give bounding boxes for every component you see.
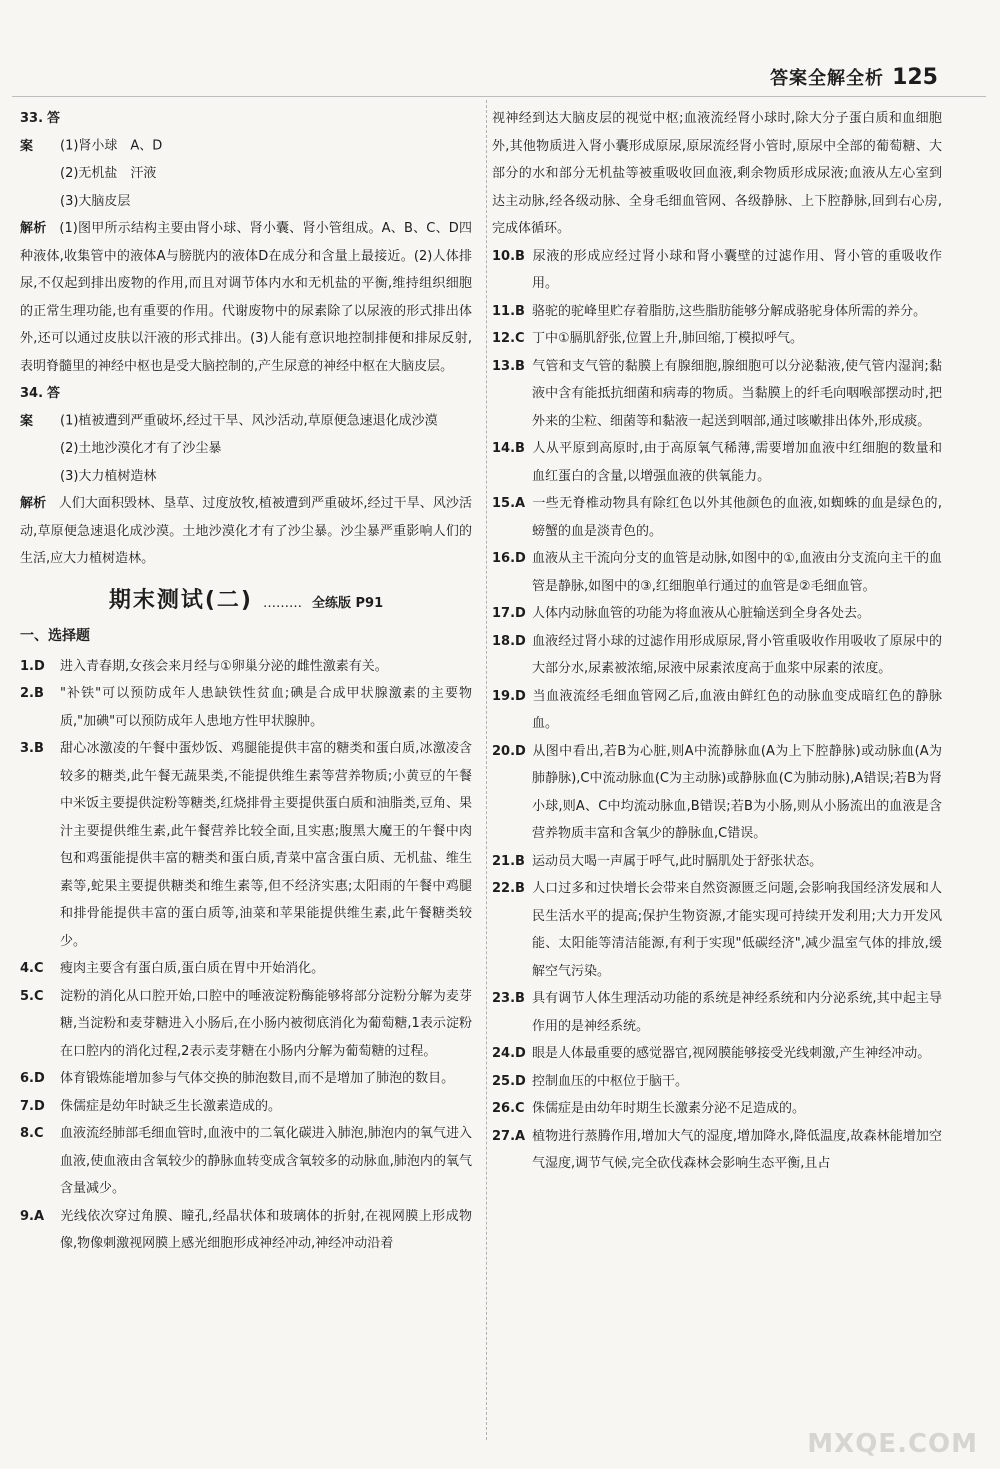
analysis-33-text: (1)图甲所示结构主要由肾小球、肾小囊、肾小管组成。A、B、C、D四种液体,收集管中的液体A与膀胱内的液体D在成分和含量上最接近。(2)人体排尿,不仅起到排出废物的作用,而且对调节体内水和无机盐的平衡,维持组织细胞的正常生理功能,也有重要的作用。代谢废物中的尿素除了以尿液的形式排出体外,还可以通过皮肤以汗液的形式排出。(3)人能有意识地控制排便和排尿反射,表明脊髓里的神经中枢也是受大脑控制的,产生尿意的神经中枢在大脑皮层。 (20, 221, 472, 374)
answer-text: 眼是人体最重要的感觉器官,视网膜能够接受光线刺激,产生神经冲动。 (532, 1046, 931, 1061)
answer-item (492, 1040, 942, 1068)
answer-text: 气管和支气管的黏膜上有腺细胞,腺细胞可以分泌黏液,使气管内湿润;黏液中含有能抵抗细菌和病毒的物质。当黏膜上的纤毛向咽喉部摆动时,把外来的尘粒、细菌等和黏液一起送到咽部,通过咳嗽排出体外,形成痰。 (532, 358, 942, 429)
column-divider (486, 100, 487, 1440)
answer-item (492, 985, 942, 1040)
right-column (492, 105, 942, 1178)
answer-item (492, 1068, 942, 1096)
answer-item (492, 600, 942, 628)
page-header (770, 64, 938, 90)
analysis-34 (20, 490, 472, 573)
answer-34 (20, 380, 472, 573)
answer-number: 8.C (20, 1126, 44, 1141)
answer-text: 瘦肉主要含有蛋白质,蛋白质在胃中开始消化。 (60, 961, 325, 976)
answer-item (492, 875, 942, 985)
answer-item (492, 325, 942, 353)
answer-number: 11.B (492, 303, 525, 319)
answer-text: 血液经过肾小球的过滤作用形成原尿,肾小管重吸收作用吸收了原尿中的大部分水,尿素被浓缩,尿液中尿素浓度高于血浆中尿素的浓度。 (532, 633, 942, 676)
answer-33-label: 33.答案 (20, 111, 60, 154)
header-rule (12, 96, 986, 97)
answer-number: 5.C (20, 988, 44, 1004)
answer-text: "补铁"可以预防成年人患缺铁性贫血;碘是合成甲状腺激素的主要物质,"加碘"可以预防成年人患地方性甲状腺肿。 (60, 686, 472, 729)
answer-text: 人从平原到高原时,由于高原氧气稀薄,需要增加血液中红细胞的数量和血红蛋白的含量,以增强血液的供氧能力。 (532, 441, 942, 484)
answer-item (20, 1203, 472, 1258)
answer-number: 1.D (20, 658, 45, 674)
answer-text: 淀粉的消化从口腔开始,口腔中的唾液淀粉酶能够将部分淀粉分解为麦芽糖,当淀粉和麦芽糖进入小肠后,在小肠内被彻底消化为葡萄糖,1表示淀粉在口腔内的消化过程,2表示麦芽糖在小肠内分解为葡萄糖的过程。 (60, 988, 472, 1059)
answer-text: 血液流经肺部毛细血管时,血液中的二氧化碳进入肺泡,肺泡内的氧气进入血液,使血液由含氧较少的静脉血转变成含氧较多的动脉血,肺泡内的氧气含量减少。 (60, 1126, 472, 1196)
answer-number: 13.B (492, 358, 525, 374)
answer-item (492, 545, 942, 600)
answer-text: 尿液的形成应经过肾小球和肾小囊壁的过滤作用、肾小管的重吸收作用。 (532, 248, 942, 291)
analysis-34-text: 人们大面积毁林、垦草、过度放牧,植被遭到严重破坏,经过干旱、风沙活动,草原便急速退化成沙漠。土地沙漠化才有了沙尘暴。沙尘暴严重影响人们的生活,应大力植树造林。 (20, 496, 472, 566)
answer-text: 植物进行蒸腾作用,增加大气的湿度,增加降水,降低温度,故森林能增加空气湿度,调节气候,完全砍伐森林会影响生态平衡,且占 (532, 1128, 942, 1171)
answer-number: 26.C (492, 1101, 525, 1116)
answer-text: 人口过多和过快增长会带来自然资源匮乏问题,会影响我国经济发展和人民生活水平的提高;保护生物资源,才能实现可持续开发利用;大力开发风能、太阳能等清洁能源,有利于实现"低碳经济",减少温室气体的排放,缓解空气污染。 (532, 881, 942, 979)
answer-item (492, 243, 942, 298)
answer-number: 23.B (492, 991, 525, 1006)
analysis-34-label: 解析 (20, 496, 47, 511)
answer-number: 9.A (20, 1208, 45, 1224)
answer-34-line: (2)土地沙漠化才有了沙尘暴 (60, 441, 222, 456)
answer-item (20, 680, 472, 735)
answer-text: 骆驼的驼峰里贮存着脂肪,这些脂肪能够分解成骆驼身体所需的养分。 (532, 303, 927, 319)
answer-text: 血液从主干流向分支的血管是动脉,如图中的①,血液由分支流向主干的血管是静脉,如图中的③,红细胞单行通过的血管是②毛细血管。 (532, 551, 942, 594)
answer-number: 2.B (20, 686, 44, 701)
answer-number: 25.D (492, 1073, 526, 1089)
continued-text: 视神经到达大脑皮层的视觉中枢;血液流经肾小球时,除大分子蛋白质和血细胞外,其他物质进入肾小囊形成原尿,原尿流经肾小管时,原尿中全部的葡萄糖、大部分的水和部分无机盐等被重吸收回血液,剩余物质形成尿液;血液从左心室到达主动脉,经各级动脉、全身毛细血管网、各级静脉、上下腔静脉,回到右心房,完成体循环。 (492, 111, 942, 236)
answer-text: 甜心冰激凌的午餐中蛋炒饭、鸡腿能提供丰富的糖类和蛋白质,冰激凌含较多的糖类,此午餐无蔬果类,不能提供维生素等营养物质;小黄豆的午餐中米饭主要提供淀粉等糖类,红烧排骨主要提供蛋白质和油脂类,豆角、果汁主要提供维生素,此午餐营养比较全面,且实惠;腹黑大魔王的午餐中肉包和鸡蛋能提供丰富的糖类和蛋白质,青菜中富含蛋白质、无机盐、维生素等,蛇果主要提供糖类和维生素等,但不经济实惠;太阳雨的午餐中鸡腿和排骨能提供丰富的蛋白质等,油菜和苹果能提供维生素,此午餐糖类较少。 (60, 741, 472, 949)
answer-text: 人体内动脉血管的功能为将血液从心脏输送到全身各处去。 (532, 606, 871, 621)
answer-33-line: (1)肾小球 A、D (60, 138, 163, 154)
answer-text: 侏儒症是幼年时缺乏生长激素造成的。 (60, 1098, 282, 1114)
answer-item (492, 353, 942, 436)
answer-number: 17.D (492, 606, 526, 621)
right-answer-list (492, 243, 942, 1178)
answer-33-line: (3)大脑皮层 (60, 193, 131, 209)
section-title-text: 期末测试(二) (108, 587, 253, 613)
answer-34-first-line (20, 380, 472, 435)
answer-text: 体育锻炼能增加参与气体交换的肺泡数目,而不是增加了肺泡的数目。 (60, 1071, 455, 1086)
answer-33-first-line (20, 105, 472, 160)
answer-text: 运动员大喝一声属于呼气,此时膈肌处于舒张状态。 (532, 853, 823, 869)
section-title-dots: ……… (262, 595, 302, 611)
left-answer-list (20, 653, 472, 1258)
answer-number: 18.D (492, 633, 526, 649)
answer-number: 21.B (492, 853, 525, 869)
answer-item (492, 490, 942, 545)
answer-number: 3.B (20, 741, 44, 756)
answer-item (20, 653, 472, 681)
subsection-heading: 一、选择题 (20, 628, 90, 644)
answer-number: 19.D (492, 688, 526, 704)
answer-number: 27.A (492, 1128, 526, 1144)
answer-number: 7.D (20, 1098, 45, 1114)
page-number: 125 (892, 65, 938, 90)
answer-number: 6.D (20, 1071, 45, 1086)
answer-item (492, 298, 942, 326)
answer-item (492, 1095, 942, 1123)
header-section-title: 答案全解全析 (770, 68, 885, 89)
answer-text: 控制血压的中枢位于脑干。 (532, 1073, 689, 1089)
answer-34-line: (3)大力植树造林 (60, 468, 157, 484)
answer-item (492, 848, 942, 876)
watermark-logo (726, 1379, 986, 1459)
answer-item (20, 735, 472, 955)
answer-number: 15.A (492, 496, 526, 511)
answer-text: 光线依次穿过角膜、瞳孔,经晶状体和玻璃体的折射,在视网膜上形成物像,物像刺激视网膜上感光细胞形成神经冲动,神经冲动沿着 (60, 1208, 472, 1251)
answer-text: 侏儒症是由幼年时期生长激素分泌不足造成的。 (532, 1101, 806, 1116)
answer-item (492, 628, 942, 683)
answer-text: 从图中看出,若B为心脏,则A中流静脉血(A为上下腔静脉)或动脉血(A为肺静脉),C中流动脉血(C为主动脉)或静脉血(C为肺动脉),A错误;若B为肾小球,则A、C中均流动脉血,B错误;若B为小肠,则从小肠流出的血液是含营养物质丰富和含氧少的静脉血,C错误。 (532, 743, 942, 841)
analysis-33-label: 解析 (20, 221, 47, 236)
answer-item (20, 983, 472, 1066)
answer-item (20, 1120, 472, 1203)
analysis-33 (20, 215, 472, 380)
answer-number: 20.D (492, 743, 526, 759)
section-title (20, 587, 472, 618)
answer-number: 10.B (492, 248, 525, 264)
answer-item (20, 1093, 472, 1121)
answer-text: 进入青春期,女孩会来月经与①卵巢分泌的雌性激素有关。 (60, 658, 388, 674)
section-title-ref: 全练版 P91 (311, 595, 384, 611)
answer-number: 12.C (492, 331, 525, 346)
answer-item (492, 738, 942, 848)
answer-33-line: (2)无机盐 汗液 (60, 166, 157, 181)
answer-number: 24.D (492, 1046, 526, 1061)
answer-number: 14.B (492, 441, 525, 456)
answer-item (20, 955, 472, 983)
answer-text: 一些无脊椎动物具有除红色以外其他颜色的血液,如蜘蛛的血是绿色的,螃蟹的血是淡青色的。 (532, 496, 942, 539)
answer-item (20, 1065, 472, 1093)
answer-number: 16.D (492, 551, 526, 566)
answer-number: 4.C (20, 961, 44, 976)
answer-item (492, 435, 942, 490)
answer-item (492, 1123, 942, 1178)
answer-item (492, 683, 942, 738)
answer-34-label: 34.答案 (20, 386, 60, 429)
left-column (20, 105, 472, 1258)
answer-number: 22.B (492, 881, 525, 896)
answer-text: 具有调节人体生理活动功能的系统是神经系统和内分泌系统,其中起主导作用的是神经系统。 (532, 991, 942, 1034)
answer-text: 丁中①膈肌舒张,位置上升,肺回缩,丁模拟呼气。 (532, 331, 804, 346)
answer-text: 当血液流经毛细血管网乙后,血液由鲜红色的动脉血变成暗红色的静脉血。 (532, 688, 942, 731)
answer-34-line: (1)植被遭到严重破坏,经过干旱、风沙活动,草原便急速退化成沙漠 (60, 413, 438, 429)
answer-33 (20, 105, 472, 380)
watermark-text: MXQE.COM (807, 1429, 978, 1459)
